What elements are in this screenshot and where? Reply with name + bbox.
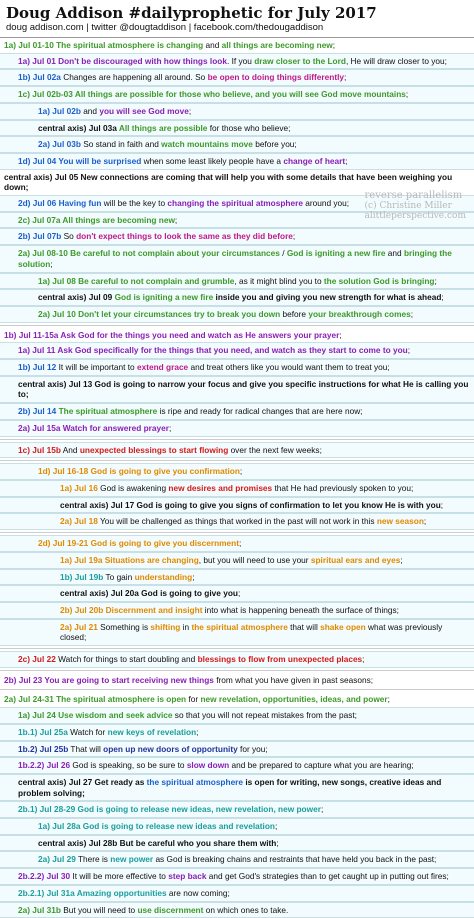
outline-line [0, 103, 474, 120]
outline-text: and [385, 248, 404, 259]
outline-text: Watch for things to start doubling and [55, 654, 198, 665]
outline-text: ; [192, 571, 195, 582]
outline-text: God is speaking, so be sure to [70, 760, 187, 771]
outline-text: are now coming; [166, 887, 230, 898]
outline-text: 1d) Jul 04 You will be surprised [18, 155, 142, 166]
watermark-line1: reverse parallelism [364, 190, 463, 201]
outline-text: 1a) Jul 19a Situations are changing [60, 554, 199, 565]
outline-text: all things are becoming new [221, 40, 333, 50]
outline-text: before [280, 308, 309, 319]
outline-text: 1a) Jul 16 [60, 482, 98, 493]
outline-text: 2a) Jul 29 [38, 854, 76, 865]
outline-text: new desires and promises [168, 482, 273, 493]
outline-text: when some least likely people have a [141, 155, 284, 166]
outline-text: ; [276, 837, 279, 848]
outline-text: It will be important to [56, 362, 137, 373]
outline-line [0, 480, 474, 497]
outline-text: 2d) Jul 19-21 God is going to give you discernment [38, 538, 240, 549]
outline-line [0, 602, 474, 619]
outline-text: central axis) Jul 20a God is going to give you [60, 588, 238, 599]
outline-text: understanding [134, 571, 193, 582]
outline-text: To gain [103, 571, 135, 582]
outline-text: That will [68, 743, 104, 754]
outline-text: 2b) Jul 07b [18, 231, 62, 242]
outline-text: 1a) Jul 02b [38, 105, 81, 116]
outline-text: central axis) Jul 13 God is going to narrow your focus and give you specific instructions for what He is calling you to; [18, 378, 469, 400]
outline-text: 1a) Jul 28a God is going to release new ideas and revelation [38, 821, 276, 832]
outline-line [0, 136, 474, 153]
outline-text: don't expect things to look the same as they did before [76, 231, 293, 242]
outline-text: 2b) Jul 23 You are going to start receiving new things [4, 674, 214, 685]
outline-text: you will see God move [99, 105, 189, 116]
outline-line [0, 86, 474, 103]
outline-text: ; [405, 89, 409, 100]
outline-text: use discernment [137, 904, 204, 915]
outline-line [0, 818, 474, 835]
outline-text: 1b.2.2) Jul 26 [18, 760, 71, 771]
outline-text: 2b.1) Jul 28-29 God is going to release new ideas, new revelation, new power [18, 804, 321, 815]
outline-text: central axis) Jul 05 New connections are coming that will help you with some details that have been weighing you down; [4, 171, 453, 193]
outline-text: But you will need to [60, 904, 138, 915]
outline-text: 2d) Jul 06 Having fun [18, 198, 102, 209]
outline-line [0, 273, 474, 290]
outline-line [0, 497, 474, 514]
outline-line [0, 442, 474, 459]
watermark-line2: (c) Christine Miller [364, 201, 452, 211]
outline-text: into what is happening beneath the surface of things; [202, 604, 399, 615]
outline-text: for you; [237, 743, 268, 754]
outline-text: that He had previously spoken to you; [272, 482, 414, 493]
outline-line [0, 651, 474, 668]
outline-text: Something is [97, 621, 151, 632]
outline-line [0, 359, 474, 376]
outline-text: over the next few weeks; [228, 444, 322, 455]
page-subtitle: doug addison.com | twitter @dougtaddison | facebook.com/thedougaddison [6, 22, 324, 33]
outline-text: the spiritual atmosphere [146, 776, 244, 787]
outline-line [0, 420, 474, 437]
outline-text: 2b) Jul 20b Discernment and insight [60, 604, 203, 615]
outline-text: 2a) Jul 10 Don't let your circumstances try to break you down [38, 308, 281, 319]
outline-text: is ripe and ready for radical changes that are here now; [157, 406, 363, 417]
outline-text: the spiritual atmosphere [191, 621, 288, 632]
outline-line [0, 757, 474, 774]
outline-text: spiritual ears and eyes [310, 554, 401, 565]
outline-text: 1b) Jul 19b [60, 571, 104, 582]
outline-text: So [61, 231, 77, 242]
outline-text: ; [168, 422, 172, 433]
section-divider [0, 648, 474, 649]
outline-text: change of heart [283, 155, 346, 166]
outline-text: from what you have given in past seasons; [213, 674, 374, 685]
outline-text: 1a) Jul 08 Be careful to not complain and grumble [38, 275, 235, 286]
outline-text: central axis) Jul 03a [38, 122, 119, 133]
section-divider [0, 439, 474, 440]
outline-text: so that you will not repeat mistakes from the past; [172, 710, 357, 721]
outline-text: ; [50, 258, 53, 269]
outline-line [0, 342, 474, 359]
outline-text: 2a) Jul 15a Watch for answered prayer [18, 422, 169, 433]
watermark [365, 191, 466, 221]
outline-line [0, 673, 474, 688]
outline-text: 1a) Jul 01-10 The spiritual atmosphere is changing [4, 40, 204, 50]
outline-text: ; [400, 554, 403, 565]
outline-text: ; [441, 292, 444, 303]
outline-text: , but you will need to use your [198, 554, 311, 565]
outline-text: God is igniting a new fire [114, 292, 214, 303]
outline-text: the solution God is bringing [323, 275, 435, 286]
outline-line [0, 328, 474, 343]
outline-text: ; [434, 275, 437, 286]
outline-text: for those who believe; [207, 122, 291, 133]
outline-line [0, 38, 474, 53]
outline-text: ; [196, 726, 199, 737]
outline-text: . If you [226, 55, 255, 66]
outline-text: extend grace [136, 362, 189, 373]
outline-text: ; [239, 466, 243, 477]
outline-text: as God is breaking chains and restraints that have held you back in the past; [153, 854, 437, 865]
outline-line [0, 902, 474, 918]
outline-line [0, 741, 474, 758]
outline-text: ; [188, 105, 192, 116]
outline-line [0, 774, 474, 801]
outline-text: 2a) Jul 21 [60, 621, 98, 632]
section-divider [0, 325, 474, 326]
outline-text: ; [407, 345, 411, 356]
outline-line [0, 69, 474, 86]
outline-text: , He will draw closer to you; [345, 55, 447, 66]
outline-line [0, 245, 474, 272]
outline-text: central axis) Jul 09 [38, 292, 115, 303]
outline-text: ; [332, 40, 336, 50]
outline-text: draw closer to the Lord [254, 55, 346, 66]
outline-line [0, 53, 474, 70]
outline-text: shifting [150, 621, 181, 632]
outline-text: All things are possible [118, 122, 208, 133]
outline-text: 1b.1) Jul 25a [18, 726, 68, 737]
outline-text: Watch for [67, 726, 108, 737]
outline-text: 2c) Jul 07a All things are becoming new [18, 214, 175, 225]
outline-text: ; [387, 694, 390, 705]
outline-line [0, 835, 474, 852]
outline-text: 2a) Jul 24-31 The spiritual atmosphere is open [4, 694, 187, 705]
outline-text: And [60, 444, 80, 455]
outline-text: ; [292, 231, 296, 242]
outline-text: It will be more effective to [70, 871, 169, 882]
outline-text: 1a) Jul 01 Don't be discouraged with how things look [18, 55, 227, 66]
outline-text: 1a) Jul 11 Ask God specifically for the things that you need, and watch as they start to come to you [18, 345, 408, 356]
outline-text: new revelation, opportunities, ideas, and power [200, 694, 388, 705]
outline-text: 2a) Jul 03b [38, 139, 81, 150]
outline-line [0, 376, 474, 403]
outline-text: ; [362, 654, 365, 665]
section-divider [0, 532, 474, 533]
outline-text: ; [410, 308, 413, 319]
outline-text: on which ones to take. [203, 904, 289, 915]
outline-line [0, 885, 474, 902]
outline-text: watch mountains move [161, 139, 253, 150]
outline-text: 2b) Jul 14 [18, 406, 59, 417]
outline-text: slow down [186, 760, 230, 771]
outline-text: 1b) Jul 12 [18, 362, 57, 373]
outline-text: before you; [252, 139, 297, 150]
outline-text: / [279, 248, 287, 259]
outline-line [0, 403, 474, 420]
header [0, 0, 474, 38]
outline-text: 1b) Jul 11-15a Ask God for the things you need and watch as He answers your prayer [4, 329, 340, 340]
outline-line [0, 552, 474, 569]
outline-text: ; [339, 329, 342, 340]
outline-text: ; [320, 804, 324, 815]
outline-text: ; [174, 214, 178, 225]
outline-text: 1b) Jul 02a [18, 72, 61, 83]
outline-text: 2a) Jul 31b [18, 904, 61, 915]
outline-text: and treat others like you would want them to treat you; [188, 362, 390, 373]
outline-text: inside you and giving you new strength for what is ahead [213, 292, 442, 303]
outline-text: for [186, 694, 201, 705]
outline-text: central axis) Jul 28b But be careful who you share them with [38, 837, 277, 848]
outline-line [0, 619, 474, 646]
outline-line [0, 692, 474, 707]
outline-text: new season [376, 516, 424, 527]
outline-text: ; [344, 72, 347, 83]
outline-text: new keys of revelation [107, 726, 197, 737]
outline-text: will be the key to [101, 198, 168, 209]
outline-line [0, 585, 474, 602]
outline-text: is open for writing, new songs, creative ideas and problem solving; [18, 776, 442, 798]
outline-text: So stand in faith and [80, 139, 162, 150]
outline-line [0, 535, 474, 552]
outline-line [0, 724, 474, 741]
outline-text: and be prepared to capture what you are hearing; [229, 760, 414, 771]
outline-text: what was previously closed; [60, 621, 443, 643]
outline-text: ; [440, 499, 444, 510]
outline-text: 1a) Jul 24 Use wisdom and seek advice [18, 710, 173, 721]
outline-line [0, 801, 474, 818]
outline-text: 2b.2.1) Jul 31a Amazing opportunities [18, 887, 167, 898]
outline-text: , as it might blind you to [234, 275, 324, 286]
outline-text: 1c) Jul 02b-03 All things are possible for those who believe, and you will see God move mountains [18, 89, 406, 100]
page-title: Doug Addison #dailyprophetic for July 2017 [6, 4, 377, 22]
section-divider [0, 460, 474, 461]
outline-line [0, 463, 474, 480]
outline-text: ; [423, 516, 427, 527]
outline-text: around you; [302, 198, 350, 209]
outline-text: The spiritual atmosphere [58, 406, 158, 417]
outline-text: and get God's strategies than to get caught up in putting out fires; [206, 871, 449, 882]
outline-line [0, 513, 474, 530]
outline-line [0, 851, 474, 868]
outline-text: You will be challenged as things that worked in the past will not work in this [97, 516, 377, 527]
outline-text: ; [345, 155, 348, 166]
outline-text: in [180, 621, 192, 632]
outline-text: 2c) Jul 22 [18, 654, 56, 665]
outline-line [0, 868, 474, 885]
section-divider [0, 689, 474, 690]
outline-text: ; [275, 821, 278, 832]
outline-line [0, 153, 474, 170]
watermark-line3: alittleperspective.com [364, 211, 466, 221]
outline-text: ; [239, 538, 242, 549]
outline-text: shake open [320, 621, 366, 632]
outline-line [0, 289, 474, 306]
outline-text: bringing the solution [18, 248, 452, 269]
outline-line [0, 569, 474, 586]
outline-text: be open to doing things differently [207, 72, 345, 83]
outline-text: central axis) Jul 17 God is going to give you signs of confirmation to let you know He is with you [60, 499, 441, 510]
outline-text: changing the spiritual atmosphere [167, 198, 303, 209]
outline-text: your breakthrough comes [308, 308, 411, 319]
outline-line [0, 707, 474, 724]
outline-content [0, 38, 474, 918]
outline-text: ; [237, 588, 241, 599]
outline-text: blessings to flow from unexpected places [197, 654, 363, 665]
outline-line [0, 306, 474, 323]
outline-text: God is awakening [97, 482, 169, 493]
outline-line [0, 228, 474, 245]
outline-text: 1b.2) Jul 25b [18, 743, 69, 754]
outline-text: and [80, 105, 100, 116]
outline-text: Changes are happening all around. So [60, 72, 208, 83]
outline-text: 1c) Jul 15b [18, 444, 61, 455]
outline-text: step back [168, 871, 207, 882]
outline-text: God is igniting a new fire [286, 248, 386, 259]
outline-text: 1d) Jul 16-18 God is going to give you confirmation [38, 466, 240, 477]
outline-text: central axis) Jul 27 Get ready as [18, 776, 147, 787]
outline-text: unexpected blessings to start flowing [79, 444, 229, 455]
outline-text: open up new doors of opportunity [103, 743, 238, 754]
section-divider [0, 670, 474, 671]
outline-text: that will [287, 621, 321, 632]
outline-text: There is [75, 854, 111, 865]
outline-text: 2a) Jul 08-10 Be careful to not complain about your circumstances [18, 248, 280, 259]
outline-text: and [203, 40, 222, 50]
outline-line [0, 120, 474, 137]
outline-text: 2b.2.2) Jul 30 [18, 871, 71, 882]
outline-text: 2a) Jul 18 [60, 516, 98, 527]
outline-text: new power [110, 854, 154, 865]
